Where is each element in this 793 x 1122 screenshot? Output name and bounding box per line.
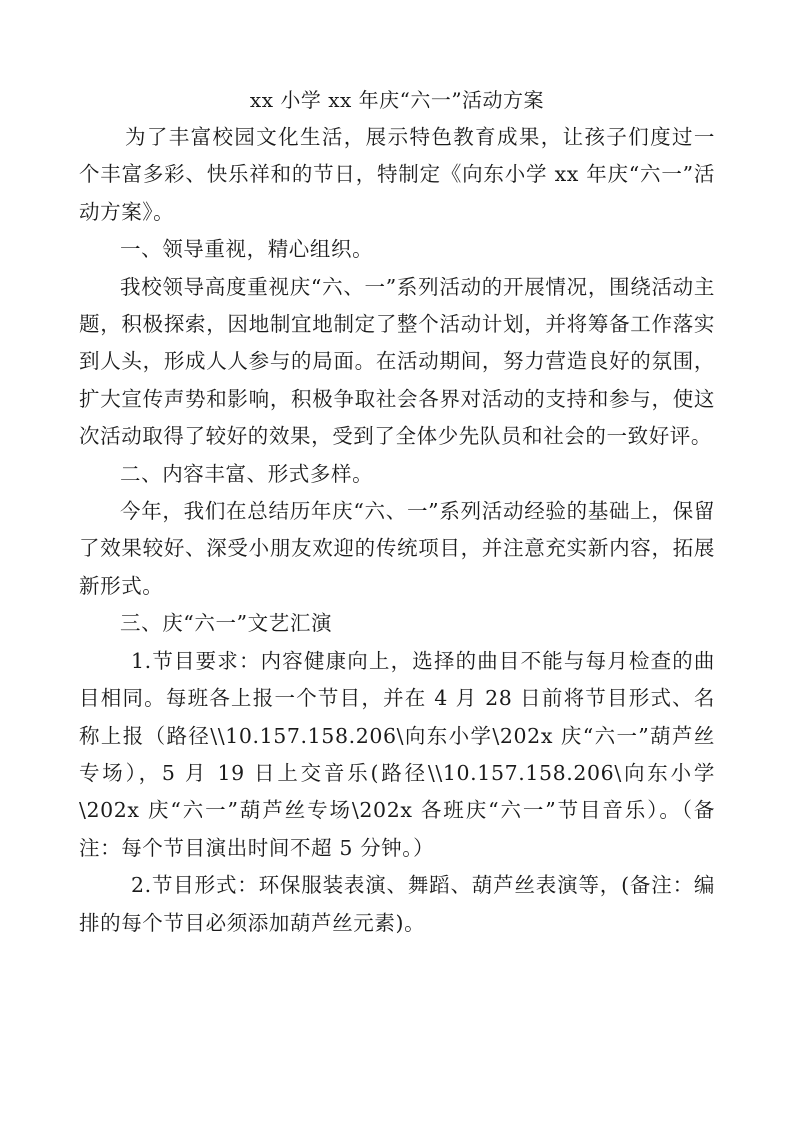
section-2-heading: 二、内容丰富、形式多样。: [120, 461, 374, 486]
section-1-body: 我校领导高度重视庆“六、一”系列活动的开展情况，围绕活动主题，积极探索，因地制宜地制定了整个活动计划，并将筹备工作落实到人头，形成人人参与的局面。在活动期间，努力营造良好的氛围，扩大宣传声势和影响，积极争取社会各界对活动的支持和参与，使这次活动取得了较好的效果，受到了全体少先队员和社会的一致好评。: [79, 274, 715, 449]
section-2-body: 今年，我们在总结历年庆“六、一”系列活动经验的基础上，保留了效果较好、深受小朋友欢迎的传统项目，并注意充实新内容，拓展新形式。: [79, 499, 715, 598]
section-1-heading: 一、领导重视，精心组织。: [120, 237, 374, 262]
document-page: [79, 82, 715, 942]
document-title: xx 小学 xx 年庆“六一”活动方案: [249, 88, 545, 112]
section-3-heading: 三、庆“六一”文艺汇演: [120, 611, 333, 636]
section-3-item-1: 1.节目要求：内容健康向上，选择的曲目不能与每月检查的曲目相同。每班各上报一个节目，并在 4 月 28 日前将节目形式、名称上报（路径\\10.157.158.206\向东小学\202x 庆“六一”葫芦丝专场），5 月 19 日上交音乐(路径\\10.157.158.206\向东小学\202x 庆“六一”葫芦丝专场\202x 各班庆“六一”节目音乐）。（备注：每个节目演出时间不超 5 分钟。）: [79, 648, 715, 860]
section-3-item-2: 2.节目形式：环保服装表演、舞蹈、葫芦丝表演等，(备注：编排的每个节目必须添加葫芦丝元素)。: [79, 873, 715, 935]
intro-paragraph: 为了丰富校园文化生活，展示特色教育成果，让孩子们度过一个丰富多彩、快乐祥和的节日，特制定《向东小学 xx 年庆“六一”活动方案》。: [79, 125, 715, 224]
